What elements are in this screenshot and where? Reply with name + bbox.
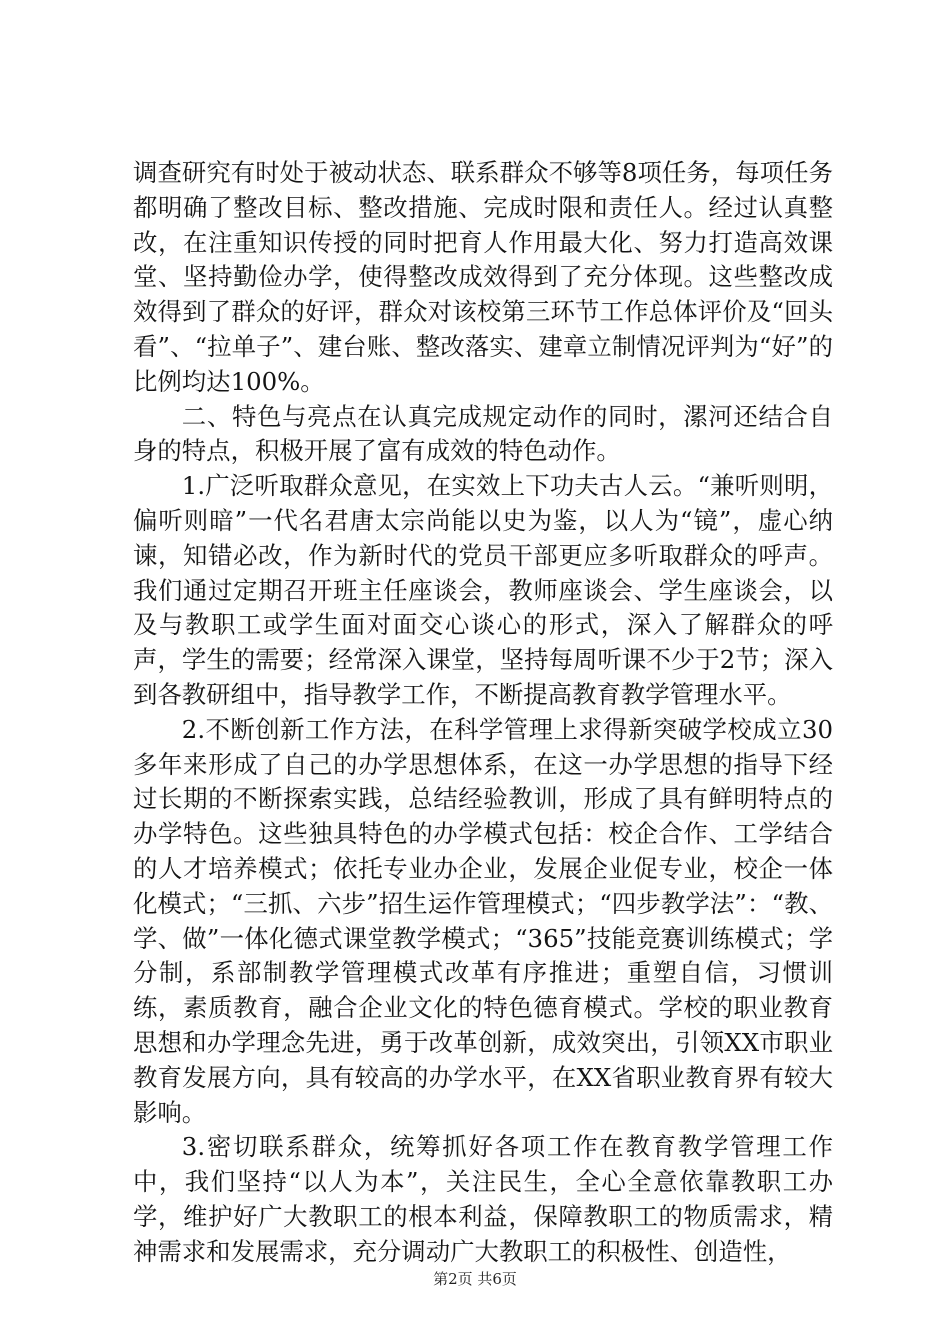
paragraph-features-highlights: 二、特色与亮点在认真完成规定动作的同时，漯河还结合自身的特点，积极开展了富有成效的特色动作。 — [133, 401, 833, 466]
paragraph-innovate-methods: 2.不断创新工作方法，在科学管理上求得新突破学校成立30多年来形成了自己的办学思想体系，在这一办学思想的指导下经过长期的不断探索实践，总结经验教训，形成了具有鲜明特点的办学特色。这些独具特色的办学模式包括：校企合作、工学结合的人才培养模式；依托专业办企业，发展企业促专业，校企一体化模式；“三抓、六步”招生运作管理模式；“四步教学法”：“教、学、做”一体化德式课堂教学模式；“365”技能竞赛训练模式；学分制，系部制教学管理模式改革有序推进；重塑自信，习惯训练，素质教育，融合企业文化的特色德育模式。学校的职业教育思想和办学理念先进，勇于改革创新，成效突出，引领XX市职业教育发展方向，具有较高的办学水平，在XX省职业教育界有较大影响。 — [133, 714, 833, 1127]
document-body — [133, 156, 833, 1270]
paragraph-rectification-results: 调查研究有时处于被动状态、联系群众不够等8项任务，每项任务都明确了整改目标、整改措施、完成时限和责任人。经过认真整改，在注重知识传授的同时把育人作用最大化、努力打造高效课堂、坚持勤俭办学，使得整改成效得到了充分体现。这些整改成效得到了群众的好评，群众对该校第三环节工作总体评价及“回头看”、“拉单子”、建台账、整改落实、建章立制情况评判为“好”的比例均达100%。 — [133, 158, 833, 396]
paragraph-listen-to-masses: 1.广泛听取群众意见，在实效上下功夫古人云。“兼听则明，偏听则暗”一代名君唐太宗尚能以史为鉴，以人为“镜”，虚心纳谏，知错必改，作为新时代的党员干部更应多听取群众的呼声。我们通过定期召开班主任座谈会，教师座谈会、学生座谈会，以及与教职工或学生面对面交心谈心的形式，深入了解群众的呼声，学生的需要；经常深入课堂，坚持每周听课不少于2节；深入到各教研组中，指导教学工作，不断提高教育教学管理水平。 — [133, 471, 833, 709]
paragraph-contact-masses: 3.密切联系群众，统筹抓好各项工作在教育教学管理工作中，我们坚持“以人为本”，关注民生，全心全意依靠教职工办学，维护好广大教职工的根本利益，保障教职工的物质需求，精神需求和发展需求，充分调动广大教职工的积极性、创造性， — [133, 1132, 833, 1266]
page-number-footer: 第2页 共6页 — [433, 1270, 517, 1288]
